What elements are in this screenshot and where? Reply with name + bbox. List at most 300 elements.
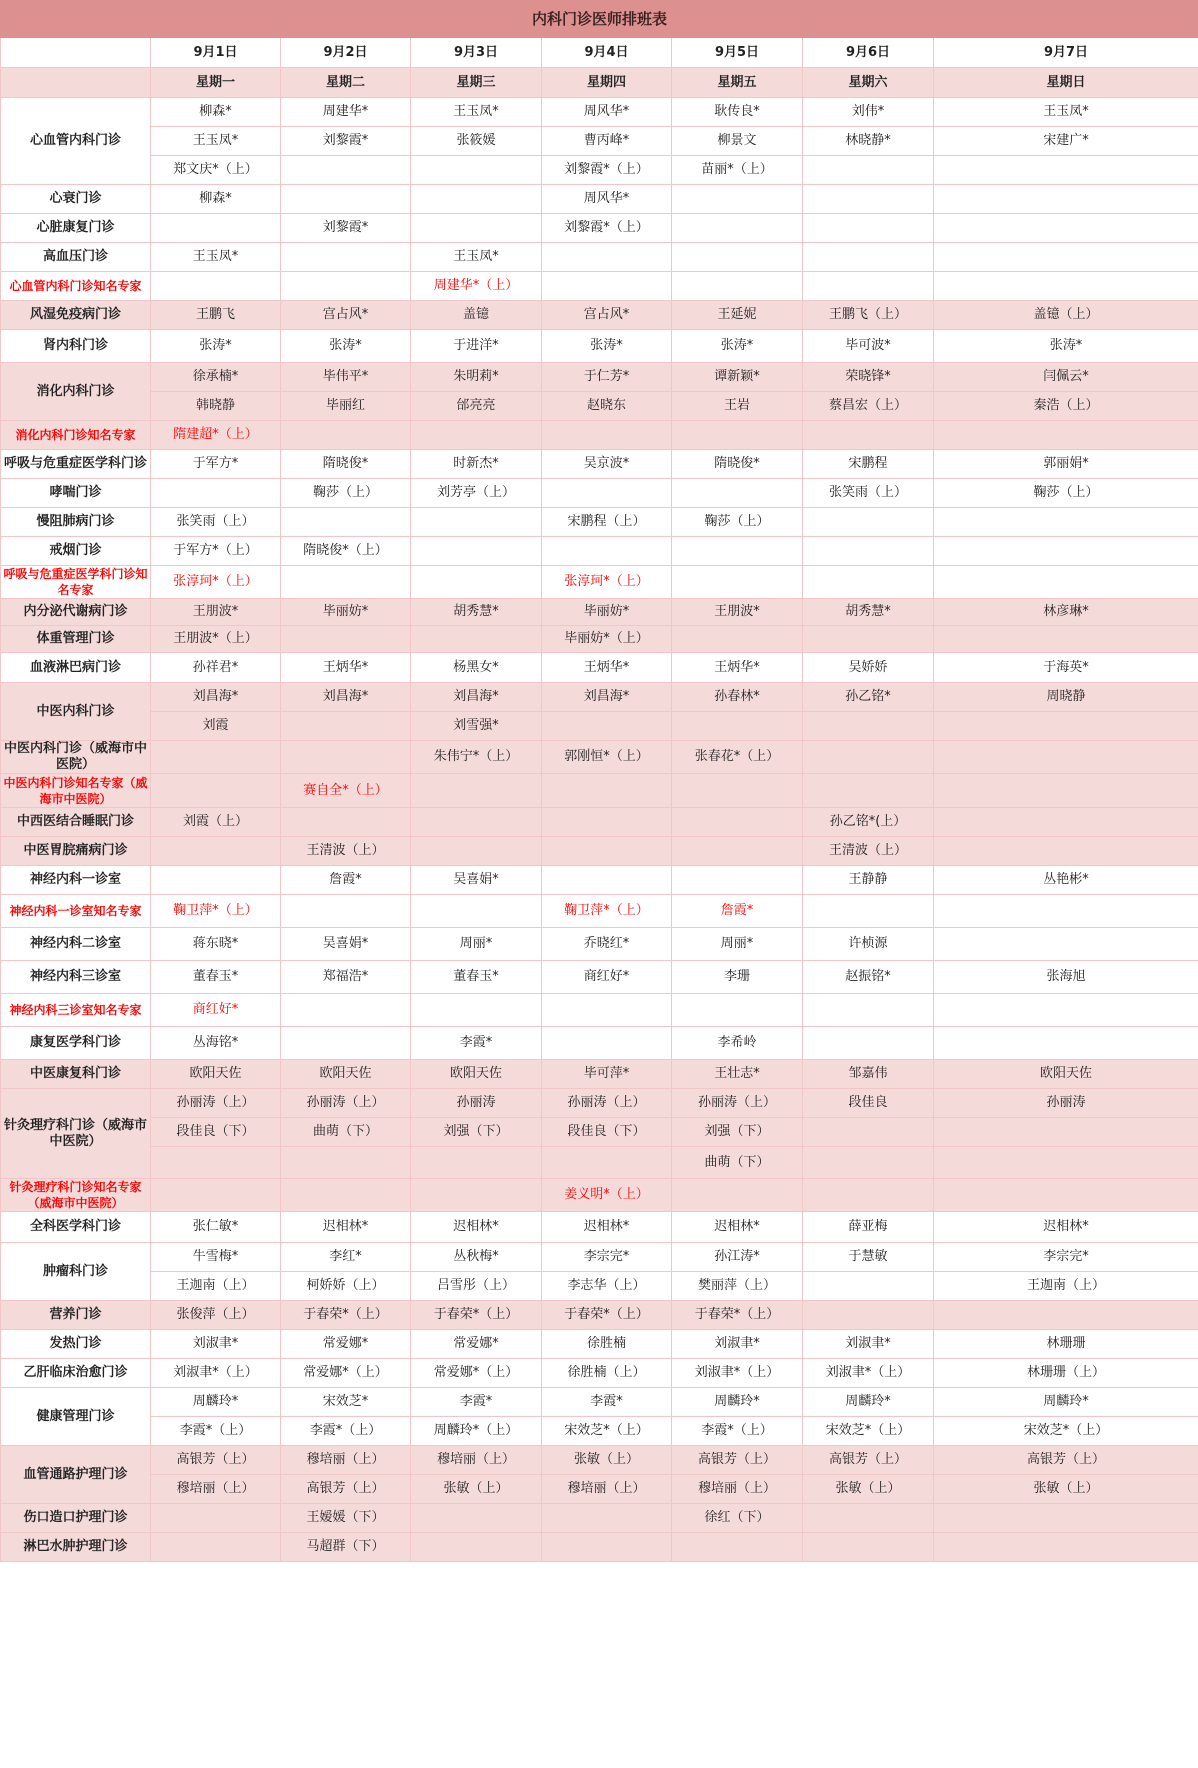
doctor-cell: [411, 421, 542, 450]
doctor-cell: [281, 1179, 411, 1212]
doctor-cell: 于春荣*（上）: [411, 1301, 542, 1330]
table-row: [1, 626, 1198, 653]
doctor-cell: [281, 741, 411, 774]
table-row: [1, 808, 1198, 837]
date-header: 9月7日: [934, 38, 1198, 68]
doctor-cell: 林彦琳*: [934, 599, 1198, 626]
table-row: [1, 928, 1198, 961]
date-header-row: [1, 38, 1198, 68]
doctor-cell: [803, 1533, 934, 1562]
doctor-cell: [672, 1179, 803, 1212]
table-row: [1, 1330, 1198, 1359]
doctor-cell: 丛海铭*: [151, 1027, 281, 1060]
doctor-cell: 曲萌（下）: [281, 1118, 411, 1147]
doctor-cell: 丛秋梅*: [411, 1243, 542, 1272]
doctor-cell: [672, 421, 803, 450]
doctor-cell: [934, 508, 1198, 537]
doctor-cell: [281, 1027, 411, 1060]
doctor-cell: 王鹏飞: [151, 301, 281, 330]
doctor-cell: [411, 837, 542, 866]
doctor-cell: [151, 866, 281, 895]
doctor-cell: 迟相林*: [542, 1212, 672, 1243]
doctor-cell: 薛亚梅: [803, 1212, 934, 1243]
doctor-cell: 柯娇娇（上）: [281, 1272, 411, 1301]
doctor-cell: [672, 626, 803, 653]
doctor-cell: [672, 185, 803, 214]
doctor-cell: 张涛*: [542, 330, 672, 363]
department-name: 淋巴水肿护理门诊: [1, 1533, 151, 1562]
doctor-cell: 毕丽妨*（上）: [542, 626, 672, 653]
doctor-cell: 段佳良: [803, 1089, 934, 1118]
weekday-header: 星期四: [542, 68, 672, 98]
doctor-cell: 李霞*（上）: [151, 1417, 281, 1446]
department-name: 神经内科三诊室知名专家: [1, 994, 151, 1027]
table-row: [1, 895, 1198, 928]
doctor-cell: [151, 1504, 281, 1533]
doctor-cell: [934, 214, 1198, 243]
doctor-cell: 王炳华*: [281, 653, 411, 683]
department-name: 戒烟门诊: [1, 537, 151, 566]
doctor-cell: 刘霞: [151, 712, 281, 741]
doctor-cell: 张筱媛: [411, 127, 542, 156]
doctor-cell: 隋晓俊*: [281, 450, 411, 479]
doctor-cell: 迟相林*: [672, 1212, 803, 1243]
doctor-cell: [803, 1179, 934, 1212]
table-row: [1, 363, 1198, 392]
doctor-cell: [803, 774, 934, 808]
doctor-cell: 张敏（上）: [934, 1475, 1198, 1504]
doctor-cell: [934, 185, 1198, 214]
doctor-cell: 李志华（上）: [542, 1272, 672, 1301]
doctor-cell: [281, 994, 411, 1027]
department-name: 中医内科门诊（威海市中医院）: [1, 741, 151, 774]
doctor-cell: 王清波（上）: [281, 837, 411, 866]
doctor-cell: 马超群（下）: [281, 1533, 411, 1562]
doctor-cell: 王迦南（上）: [151, 1272, 281, 1301]
doctor-cell: 郭刚恒*（上）: [542, 741, 672, 774]
table-row: [1, 330, 1198, 363]
doctor-cell: 张涛*: [672, 330, 803, 363]
doctor-cell: 周建华*（上）: [411, 272, 542, 301]
department-name: 心血管内科门诊知名专家: [1, 272, 151, 301]
doctor-cell: [281, 808, 411, 837]
doctor-cell: [411, 626, 542, 653]
doctor-cell: [672, 214, 803, 243]
doctor-cell: 徐承楠*: [151, 363, 281, 392]
department-name: 体重管理门诊: [1, 626, 151, 653]
doctor-cell: [934, 243, 1198, 272]
doctor-cell: [934, 1179, 1198, 1212]
doctor-cell: 李霞*（上）: [672, 1417, 803, 1446]
doctor-cell: [411, 1179, 542, 1212]
doctor-cell: [542, 1147, 672, 1179]
doctor-cell: [803, 156, 934, 185]
doctor-cell: 胡秀慧*: [803, 599, 934, 626]
department-name: 伤口造口护理门诊: [1, 1504, 151, 1533]
doctor-cell: [803, 741, 934, 774]
doctor-cell: [411, 508, 542, 537]
doctor-cell: 欧阳天佐: [411, 1060, 542, 1089]
doctor-cell: 王朋波*（上）: [151, 626, 281, 653]
doctor-cell: 毕可波*: [803, 330, 934, 363]
table-row: [1, 450, 1198, 479]
doctor-cell: [934, 272, 1198, 301]
doctor-cell: 王静静: [803, 866, 934, 895]
doctor-cell: 赛自全*（上）: [281, 774, 411, 808]
table-row: [1, 1243, 1198, 1272]
doctor-cell: 刘强（下）: [411, 1118, 542, 1147]
doctor-cell: [672, 712, 803, 741]
doctor-cell: [934, 537, 1198, 566]
doctor-cell: [411, 566, 542, 599]
doctor-cell: 柳森*: [151, 98, 281, 127]
doctor-cell: 李霞*: [542, 1388, 672, 1417]
doctor-cell: [803, 1504, 934, 1533]
doctor-cell: [151, 741, 281, 774]
department-name: 血液淋巴病门诊: [1, 653, 151, 683]
doctor-cell: 李宗完*: [542, 1243, 672, 1272]
doctor-cell: 许桢源: [803, 928, 934, 961]
doctor-cell: 吴京波*: [542, 450, 672, 479]
doctor-cell: 耿传良*: [672, 98, 803, 127]
doctor-cell: 欧阳天佐: [934, 1060, 1198, 1089]
doctor-cell: 孙江涛*: [672, 1243, 803, 1272]
doctor-cell: 宋效芝*（上）: [803, 1417, 934, 1446]
doctor-cell: 毕伟平*: [281, 363, 411, 392]
doctor-cell: 常爱娜*: [281, 1330, 411, 1359]
department-name: 心衰门诊: [1, 185, 151, 214]
doctor-cell: [411, 994, 542, 1027]
doctor-cell: 鞠卫萍*（上）: [151, 895, 281, 928]
doctor-cell: 毕丽妨*: [542, 599, 672, 626]
doctor-cell: [934, 566, 1198, 599]
doctor-cell: [542, 866, 672, 895]
doctor-cell: [542, 712, 672, 741]
doctor-cell: [803, 1118, 934, 1147]
table-row: [1, 1212, 1198, 1243]
table-row: [1, 837, 1198, 866]
doctor-cell: 迟相林*: [281, 1212, 411, 1243]
doctor-cell: 刘黎霞*: [281, 214, 411, 243]
doctor-cell: 于慧敏: [803, 1243, 934, 1272]
doctor-cell: [411, 1504, 542, 1533]
doctor-cell: 乔晓红*: [542, 928, 672, 961]
doctor-cell: 张涛*: [934, 330, 1198, 363]
doctor-cell: 詹霞*: [281, 866, 411, 895]
doctor-cell: [934, 626, 1198, 653]
doctor-cell: 刘昌海*: [411, 683, 542, 712]
table-row: [1, 1504, 1198, 1533]
doctor-cell: 周丽*: [672, 928, 803, 961]
doctor-cell: 宋效芝*（上）: [542, 1417, 672, 1446]
table-row: [1, 712, 1198, 741]
doctor-cell: 刘淑聿*: [803, 1330, 934, 1359]
doctor-cell: 张淳珂*（上）: [151, 566, 281, 599]
doctor-cell: 于军方*: [151, 450, 281, 479]
table-row: [1, 683, 1198, 712]
department-name: 哮喘门诊: [1, 479, 151, 508]
doctor-cell: 隋晓俊*（上）: [281, 537, 411, 566]
table-row: [1, 1533, 1198, 1562]
doctor-cell: [411, 1533, 542, 1562]
table-row: [1, 1359, 1198, 1388]
doctor-cell: [934, 837, 1198, 866]
doctor-cell: [672, 994, 803, 1027]
department-name: 针灸理疗科门诊知名专家（威海市中医院）: [1, 1179, 151, 1212]
doctor-cell: 蒋东晓*: [151, 928, 281, 961]
doctor-cell: [151, 1533, 281, 1562]
doctor-cell: 赵振铭*: [803, 961, 934, 994]
department-name: 肾内科门诊: [1, 330, 151, 363]
doctor-cell: 吴喜娟*: [411, 866, 542, 895]
doctor-cell: [542, 1027, 672, 1060]
doctor-cell: 吴娇娇: [803, 653, 934, 683]
doctor-cell: 于军方*（上）: [151, 537, 281, 566]
doctor-cell: [542, 994, 672, 1027]
doctor-cell: [281, 156, 411, 185]
header-blank: [1, 68, 151, 98]
table-row: [1, 1446, 1198, 1475]
doctor-cell: 刘雪强*: [411, 712, 542, 741]
doctor-cell: 鞠莎（上）: [934, 479, 1198, 508]
doctor-cell: [934, 994, 1198, 1027]
department-name: 心血管内科门诊: [1, 98, 151, 185]
doctor-cell: 王玉凤*: [411, 243, 542, 272]
doctor-cell: 荣晓锋*: [803, 363, 934, 392]
doctor-cell: [934, 712, 1198, 741]
doctor-cell: [151, 272, 281, 301]
department-name: 慢阻肺病门诊: [1, 508, 151, 537]
doctor-cell: [934, 156, 1198, 185]
doctor-cell: [411, 808, 542, 837]
department-name: 呼吸与危重症医学科门诊知名专家: [1, 566, 151, 599]
doctor-cell: [934, 1118, 1198, 1147]
doctor-cell: 郭丽娟*: [934, 450, 1198, 479]
doctor-cell: 高银芳（上）: [672, 1446, 803, 1475]
doctor-cell: 董春玉*: [411, 961, 542, 994]
doctor-cell: 韩晓静: [151, 392, 281, 421]
doctor-cell: 曹丙峰*: [542, 127, 672, 156]
department-name: 消化内科门诊知名专家: [1, 421, 151, 450]
weekday-header: 星期六: [803, 68, 934, 98]
doctor-cell: 张涛*: [151, 330, 281, 363]
date-header: 9月6日: [803, 38, 934, 68]
doctor-cell: 柳景文: [672, 127, 803, 156]
doctor-cell: 牛雪梅*: [151, 1243, 281, 1272]
doctor-cell: [542, 421, 672, 450]
doctor-cell: 丛艳彬*: [934, 866, 1198, 895]
doctor-cell: [803, 508, 934, 537]
department-name: 高血压门诊: [1, 243, 151, 272]
doctor-cell: 周风华*: [542, 185, 672, 214]
doctor-cell: 刘淑聿*: [151, 1330, 281, 1359]
table-row: [1, 272, 1198, 301]
doctor-cell: 盖镱（上）: [934, 301, 1198, 330]
weekday-header: 星期日: [934, 68, 1198, 98]
doctor-cell: [411, 774, 542, 808]
doctor-cell: 周麟玲*（上）: [411, 1417, 542, 1446]
table-row: [1, 1118, 1198, 1147]
doctor-cell: 段佳良（下）: [542, 1118, 672, 1147]
doctor-cell: [411, 214, 542, 243]
doctor-cell: [934, 1147, 1198, 1179]
table-row: [1, 1388, 1198, 1417]
doctor-cell: [934, 895, 1198, 928]
doctor-cell: 王玉凤*: [151, 127, 281, 156]
doctor-cell: [542, 1533, 672, 1562]
doctor-cell: 孙丽涛: [411, 1089, 542, 1118]
table-row: [1, 301, 1198, 330]
doctor-cell: 林珊珊: [934, 1330, 1198, 1359]
doctor-cell: 宋效芝*: [281, 1388, 411, 1417]
doctor-cell: 樊丽萍（上）: [672, 1272, 803, 1301]
doctor-cell: 王玉凤*: [934, 98, 1198, 127]
doctor-cell: 李宗完*: [934, 1243, 1198, 1272]
doctor-cell: 刘芳亭（上）: [411, 479, 542, 508]
doctor-cell: 刘淑聿*（上）: [151, 1359, 281, 1388]
doctor-cell: 高银芳（上）: [151, 1446, 281, 1475]
table-row: [1, 866, 1198, 895]
doctor-cell: 周风华*: [542, 98, 672, 127]
doctor-cell: [803, 712, 934, 741]
table-row: [1, 566, 1198, 599]
doctor-cell: [672, 866, 803, 895]
doctor-cell: 张俊萍（上）: [151, 1301, 281, 1330]
doctor-cell: 胡秀慧*: [411, 599, 542, 626]
doctor-cell: 孙丽涛: [934, 1089, 1198, 1118]
doctor-cell: 吴喜娟*: [281, 928, 411, 961]
doctor-cell: 谭新颖*: [672, 363, 803, 392]
doctor-cell: 周晓静: [934, 683, 1198, 712]
doctor-cell: 张仁敏*: [151, 1212, 281, 1243]
doctor-cell: 王玉凤*: [151, 243, 281, 272]
table-row: [1, 537, 1198, 566]
table-row: [1, 1060, 1198, 1089]
doctor-cell: 赵晓东: [542, 392, 672, 421]
doctor-cell: [281, 712, 411, 741]
doctor-cell: 林晓静*: [803, 127, 934, 156]
doctor-cell: 秦浩（上）: [934, 392, 1198, 421]
doctor-cell: 鞠莎（上）: [281, 479, 411, 508]
department-name: 中医胃脘痛病门诊: [1, 837, 151, 866]
doctor-cell: 穆培丽（上）: [281, 1446, 411, 1475]
doctor-cell: 李珊: [672, 961, 803, 994]
doctor-cell: [803, 537, 934, 566]
table-row: [1, 1272, 1198, 1301]
doctor-cell: [934, 1301, 1198, 1330]
doctor-cell: 毕丽红: [281, 392, 411, 421]
doctor-cell: [542, 272, 672, 301]
doctor-cell: 宋鹏程（上）: [542, 508, 672, 537]
doctor-cell: 时新杰*: [411, 450, 542, 479]
doctor-cell: 刘黎霞*: [281, 127, 411, 156]
doctor-cell: [281, 566, 411, 599]
doctor-cell: [672, 1533, 803, 1562]
doctor-cell: 柳森*: [151, 185, 281, 214]
doctor-cell: 李霞*（上）: [281, 1417, 411, 1446]
doctor-cell: 宫占风*: [542, 301, 672, 330]
doctor-cell: 邰亮亮: [411, 392, 542, 421]
doctor-cell: 刘昌海*: [542, 683, 672, 712]
doctor-cell: 张春花*（上）: [672, 741, 803, 774]
table-row: [1, 994, 1198, 1027]
doctor-cell: 徐胜楠: [542, 1330, 672, 1359]
doctor-cell: 刘昌海*: [151, 683, 281, 712]
doctor-cell: 周麟玲*: [934, 1388, 1198, 1417]
doctor-cell: 张笑雨（上）: [803, 479, 934, 508]
doctor-cell: [542, 774, 672, 808]
department-name: 健康管理门诊: [1, 1388, 151, 1446]
doctor-cell: 宋建广*: [934, 127, 1198, 156]
doctor-cell: 邹嘉伟: [803, 1060, 934, 1089]
doctor-cell: 董春玉*: [151, 961, 281, 994]
doctor-cell: 王炳华*: [672, 653, 803, 683]
date-header: 9月3日: [411, 38, 542, 68]
doctor-cell: 刘淑聿*（上）: [672, 1359, 803, 1388]
doctor-cell: 刘黎霞*（上）: [542, 214, 672, 243]
weekday-header: 星期一: [151, 68, 281, 98]
weekday-header: 星期五: [672, 68, 803, 98]
doctor-cell: [542, 537, 672, 566]
doctor-cell: [151, 214, 281, 243]
doctor-cell: [281, 508, 411, 537]
doctor-cell: 杨黑女*: [411, 653, 542, 683]
doctor-cell: 林珊珊（上）: [934, 1359, 1198, 1388]
doctor-cell: [151, 1147, 281, 1179]
doctor-cell: [803, 994, 934, 1027]
doctor-cell: [151, 1179, 281, 1212]
doctor-cell: 周建华*: [281, 98, 411, 127]
table-row: [1, 421, 1198, 450]
table-row: [1, 1027, 1198, 1060]
doctor-cell: [803, 185, 934, 214]
doctor-cell: [803, 1301, 934, 1330]
department-name: 消化内科门诊: [1, 363, 151, 421]
doctor-cell: 鞠莎（上）: [672, 508, 803, 537]
doctor-cell: 郑文庆*（上）: [151, 156, 281, 185]
doctor-cell: [281, 272, 411, 301]
department-name: 心脏康复门诊: [1, 214, 151, 243]
doctor-cell: [934, 421, 1198, 450]
doctor-cell: [803, 272, 934, 301]
department-name: 神经内科一诊室: [1, 866, 151, 895]
doctor-cell: 毕可萍*: [542, 1060, 672, 1089]
title-row: [1, 1, 1198, 38]
doctor-cell: [542, 837, 672, 866]
doctor-cell: 常爱娜*（上）: [411, 1359, 542, 1388]
doctor-cell: 于春荣*（上）: [281, 1301, 411, 1330]
doctor-cell: 李霞*: [411, 1388, 542, 1417]
department-name: 针灸理疗科门诊（威海市中医院）: [1, 1089, 151, 1179]
doctor-cell: 孙丽涛（上）: [672, 1089, 803, 1118]
doctor-cell: [803, 214, 934, 243]
doctor-cell: 常爱娜*: [411, 1330, 542, 1359]
doctor-cell: 姜义明*（上）: [542, 1179, 672, 1212]
doctor-cell: 王迦南（上）: [934, 1272, 1198, 1301]
table-row: [1, 774, 1198, 808]
doctor-cell: 张笑雨（上）: [151, 508, 281, 537]
doctor-cell: 刘强（下）: [672, 1118, 803, 1147]
doctor-cell: 穆培丽（上）: [151, 1475, 281, 1504]
doctor-cell: [672, 808, 803, 837]
weekday-header: 星期三: [411, 68, 542, 98]
doctor-cell: 张海旭: [934, 961, 1198, 994]
department-name: 风湿免疫病门诊: [1, 301, 151, 330]
date-header: 9月2日: [281, 38, 411, 68]
table-row: [1, 1475, 1198, 1504]
department-name: 内分泌代谢病门诊: [1, 599, 151, 626]
department-name: 全科医学科门诊: [1, 1212, 151, 1243]
